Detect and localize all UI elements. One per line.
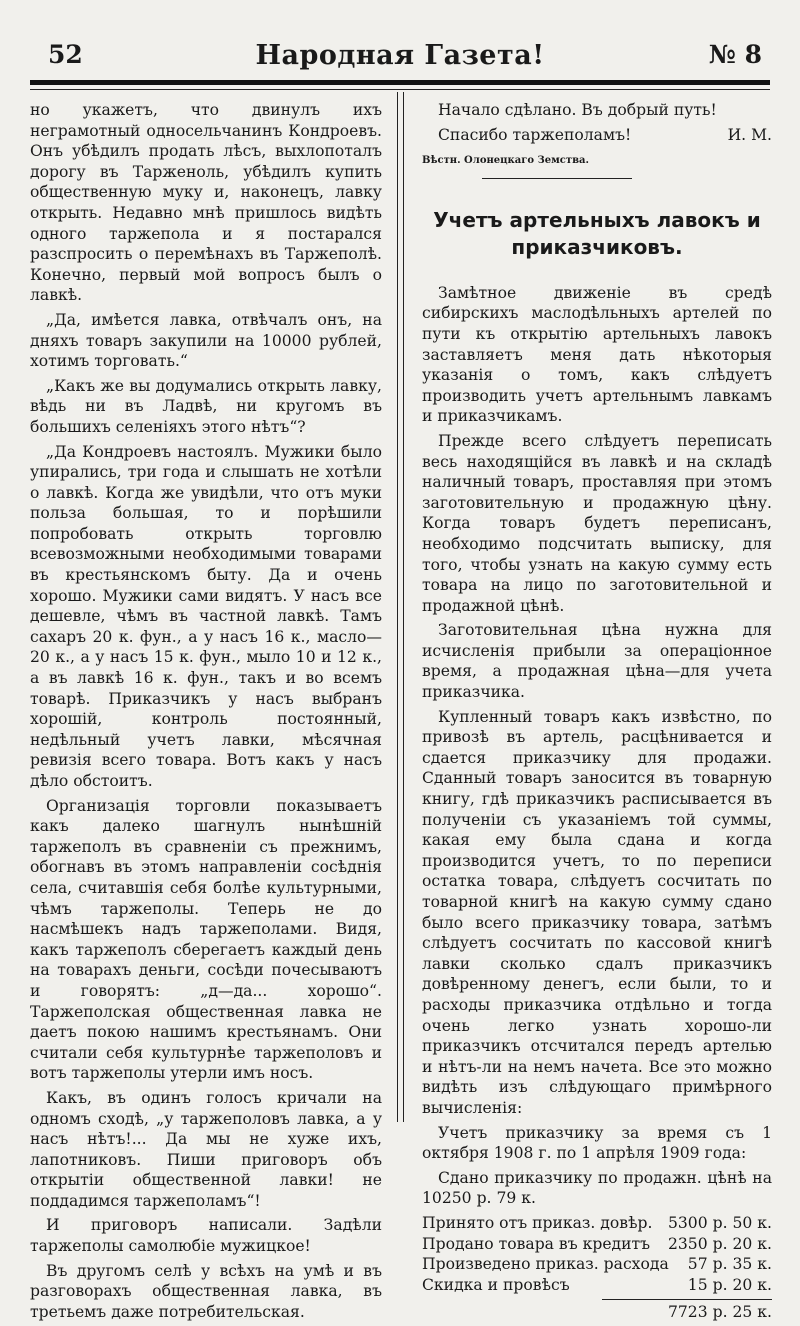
- header-rule-thick: [30, 80, 770, 85]
- left-column: [30, 100, 382, 1326]
- column-separator: [397, 92, 404, 1122]
- newspaper-title: Народная Газета!: [255, 40, 545, 71]
- ledger-label: Скидка и провѣсъ: [422, 1275, 570, 1294]
- closing-line: Начало сдѣлано. Въ добрый путь!: [438, 101, 717, 119]
- total-rule: [602, 1299, 772, 1300]
- ledger-total: 7723 р. 25 к.: [667, 1303, 772, 1322]
- ledger-amount: 2350 р. 20 к.: [667, 1234, 772, 1253]
- ledger-amount: 5300 р. 50 к.: [667, 1213, 772, 1232]
- paragraph: Купленный товаръ какъ извѣстно, по привозѣ въ артель, расцѣнивается и сдается приказчику для продажи. Сданный товаръ заносится въ товарную книгу, гдѣ приказчикъ расписывается въ полученіи съ указаніемъ той суммы, какая ему была сдана и когда производится учетъ, то по переписи остатка товара, слѣдуетъ сосчитать по товарной книгѣ на какую сумму сдано было всего приказчику товара, затѣмъ слѣдуетъ сосчитать по кассовой книгѣ лавки сколько сдалъ приказчикъ довѣренному денегъ, если были, то и расходы приказчика отдѣльно и тогда очень легко узнать хорошо-ли приказчикъ отсчитался передъ артелью и нѣтъ-ли на немъ начета. Все это можно видѣть изъ слѣдующаго примѣрного вычисленія:: [422, 707, 772, 1117]
- signature-line: [422, 125, 772, 146]
- page-header: [30, 40, 770, 80]
- ledger-row: [422, 1234, 772, 1255]
- ledger-amount: 15 р. 20 к.: [687, 1275, 772, 1294]
- paragraph: Заготовительная цѣна нужна для исчисленія прибыли за операціонное время, а продажная цѣна—для учета приказчика.: [422, 621, 772, 702]
- header-rule-thin: [30, 89, 770, 90]
- signature: И. М.: [727, 125, 772, 144]
- paragraph: Учетъ приказчику за время съ 1 октября 1908 г. по 1 апрѣля 1909 года:: [422, 1123, 772, 1163]
- paragraph: Организація торговли показываетъ какъ далеко шагнулъ нынѣшній таржеполъ въ сравненіи съ прежнимъ, обогнавъ въ этомъ направленіи сосѣднія села, считавшія себя болѣе культурными, чѣмъ таржеполы. Теперь не до насмѣшекъ надъ таржеполами. Видя, какъ таржеполъ сберегаетъ каждый день на товарахъ деньги, сосѣди почесываютъ и говорятъ: „д—да... хорошо“. Таржеполская общественная лавка не даетъ покою нашимъ крестьянамъ. Они считали себя культурнѣе таржеполовъ и вотъ таржеполы утерли имъ носъ.: [30, 796, 382, 1083]
- paragraph: Какъ, въ одинъ голосъ кричали на одномъ сходѣ, „у таржеполовъ лавка, а у насъ нѣтъ!... Да мы не хуже ихъ, лапотниковъ. Пиши приговоръ объ открытіи общественной лавки! не поддадимся таржеполамъ“!: [30, 1088, 382, 1210]
- page-number: 52: [48, 40, 83, 69]
- issue-number: № 8: [708, 40, 762, 69]
- paragraph: Въ другомъ селѣ у всѣхъ на умѣ и въ разговорахъ общественная лавка, въ третьемъ даже потребительская.: [30, 1261, 382, 1321]
- section-rule: [482, 178, 632, 179]
- paragraph: „Да, имѣется лавка, отвѣчалъ онъ, на дняхъ товаръ закупили на 10000 рублей, хотимъ торговать.“: [30, 310, 382, 371]
- ledger-table: [422, 1213, 772, 1323]
- ledger-label: Принято отъ приказ. довѣр.: [422, 1213, 653, 1232]
- right-column: [422, 100, 772, 1323]
- ledger-row: [422, 1213, 772, 1234]
- closing-line: Спасибо таржеполамъ!: [438, 125, 632, 144]
- ledger-label: Произведено приказ. расхода: [422, 1255, 669, 1274]
- paragraph: „Да Кондроевъ настоялъ. Мужики было упирались, три года и слышать не хотѣли о лавкѣ. Когда же увидѣли, что отъ муки польза большая, то и порѣшили попробовать открыть торговлю всевозможными необходимыми товарами въ крестьянскомъ быту. Да и очень хорошо. Мужики сами видятъ. У насъ все дешевле, чѣмъ въ частной лавкѣ. Тамъ сахаръ 20 к. фун., а у насъ 16 к., масло—20 к., а у насъ 15 к. фун., мыло 10 и 12 к., а въ лавкѣ 16 к. фун., такъ и во всемъ товарѣ. Приказчикъ у насъ выбранъ хорошій, контроль постоянный, недѣльный учетъ лавки, мѣсячная ревизія всего товара. Вотъ какъ у насъ дѣло обстоитъ.: [30, 442, 382, 790]
- ledger-amount: 57 р. 35 к.: [687, 1255, 772, 1274]
- ledger-row: [422, 1275, 772, 1296]
- ledger-label: Продано товара въ кредитъ: [422, 1234, 651, 1253]
- paragraph: Сдано приказчику по продажн. цѣнѣ на 10250 р. 79 к.: [422, 1168, 772, 1208]
- paragraph: И приговоръ написали. Задѣли таржеполы самолюбіе мужицкое!: [30, 1216, 382, 1256]
- article-title: Учетъ артельныхъ лавокъ и приказчиковъ.: [433, 207, 761, 259]
- source-attribution: Вѣстн. Олонецкаго Земства.: [422, 155, 589, 167]
- paragraph: но укажетъ, что двинулъ ихъ неграмотный односельчанинъ Кондроевъ. Онъ убѣдилъ продать лѣсъ, выхлопоталъ дорогу въ Тарженоль, убѣдилъ купить общественную муку и, наконецъ, лавку открыть. Недавно мнѣ пришлось видѣть одного таржепола и я постарался разспросить о перемѣнахъ въ Таржеполѣ. Конечно, первый мой вопросъ былъ о лавкѣ.: [30, 101, 382, 305]
- paragraph: Замѣтное движеніе въ средѣ сибирскихъ маслодѣльныхъ артелей по пути къ открытію артельныхъ лавокъ заставляетъ меня дать нѣкоторыя указанія о томъ, какъ слѣдуетъ производить учетъ артельнымъ лавкамъ и приказчикамъ.: [422, 283, 772, 426]
- paragraph: „Какъ же вы додумались открыть лавку, вѣдь ни въ Ладвѣ, ни кругомъ въ большихъ селеніяхъ этого нѣтъ“?: [30, 376, 382, 436]
- ledger-row: [422, 1254, 772, 1275]
- paragraph: Прежде всего слѣдуетъ переписать весь находящійся въ лавкѣ и на складѣ наличный товаръ, проставляя при этомъ заготовительную и продажную цѣну. Когда товаръ будетъ переписанъ, необходимо подсчитать выписку, для того, чтобы узнать на какую сумму есть товара на лицо по заготовительной и продажной цѣнѣ.: [422, 431, 772, 615]
